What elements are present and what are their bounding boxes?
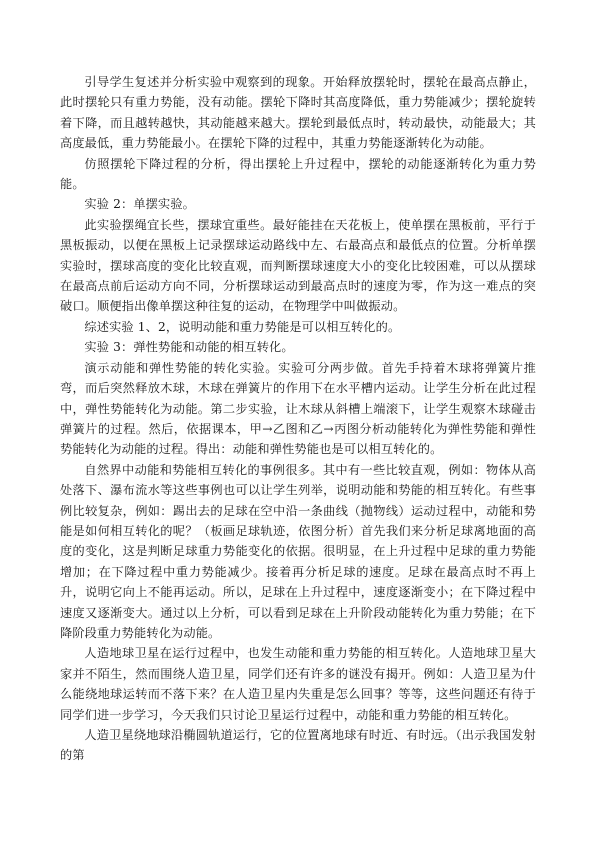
paragraph-satellite-intro: 人造地球卫星在运行过程中，也发生动能和重力势能的相互转化。人造地球卫星大家并不陌生，然而围绕人造卫星，同学们还有许多的谜没有揭开。例如：人造卫星为什么能绕地球运转而不落下来？在人造卫星内失重是怎么回事？等等，这些问题还有待于同学们进一步学习，今天我们只讨论卫星运行过程中，动能和重力势能的相互转化。 [60,646,536,722]
paragraph-wheel-analysis: 引导学生复述并分析实验中观察到的现象。开始释放摆轮时，摆轮在最高点静止，此时摆轮只有重力势能，没有动能。摆轮下降时其高度降低，重力势能减少；摆轮旋转着下降，而且越转越快，其动能越来越大。摆轮到最低点时，转动最快，动能最大；其高度最低，重力势能最小。在摆轮下降的过程中，其重力势能逐渐转化为动能。 [60,75,536,151]
heading-experiment-2: 实验 2：单摆实验。 [84,197,196,212]
paragraph-pendulum: 此实验摆绳宜长些，摆球宜重些。最好能挂在天花板上，使单摆在黑板前，平行于黑板振动，以便在黑板上记录摆球运动路线中左、右最高点和最低点的位置。分析单摆实验时，摆球高度的变化比较直观，而判断摆球速度大小的变化比较困难，可以从摆球在最高点前后运动方向不同，分析摆球运动到最高点时的速度为零，作为这一难点的突破口。顺便指出像单摆这种往复的运动，在物理学中叫做振动。 [60,217,536,314]
paragraph-nature-examples: 自然界中动能和势能相互转化的事例很多。其中有一些比较直观，例如：物体从高处落下、瀑布流水等这些事例也可以让学生列举，说明动能和势能的相互转化。有些事例比较复杂，例如：踢出去的足球在空中沿一条曲线（抛物线）运动过程中，动能和势能是如何相互转化的呢？（板画足球轨迹，依图分析）首先我们来分析足球离地面的高度的变化，这是判断足球重力势能变化的依据。很明显，在上升过程中足球的重力势能增加；在下降过程中重力势能减少。接着再分析足球的速度。足球在最高点时不再上升，说明它向上不能再运动。所以，足球在上升过程中，速度逐渐变小；在下降过程中速度又逐渐变大。通过以上分析，可以看到足球在上升阶段动能转化为重力势能；在下降阶段重力势能转化为动能。 [60,462,536,640]
heading-experiment-3: 实验 3：弹性势能和动能的相互转化。 [84,340,294,355]
paragraph-summary-1-2: 综述实验 1、2，说明动能和重力势能是可以相互转化的。 [84,319,401,334]
paragraph-elastic-energy: 演示动能和弹性势能的转化实验。实验可分两步做。首先手持着木球将弹簧片推弯，而后突然释放木球，木球在弹簧片的作用下在水平槽内运动。让学生分析在此过程中，弹性势能转化为动能。第二步实验，让木球从斜槽上端滚下，让学生观察木球碰击弹簧片的过程。然后，依据课本，甲→乙图和乙→丙图分析动能转化为弹性势能和弹性势能转化为动能的过程。得出：动能和弹性势能也是可以相互转化的。 [60,360,536,457]
document-page [60,72,536,766]
paragraph-wheel-rising: 仿照摆轮下降过程的分析，得出摆轮上升过程中，摆轮的动能逐渐转化为重力势能。 [60,156,536,192]
paragraph-satellite-orbit: 人造卫星绕地球沿椭圆轨道运行，它的位置离地球有时近、有时远。（出示我国发射的第 [60,728,536,763]
